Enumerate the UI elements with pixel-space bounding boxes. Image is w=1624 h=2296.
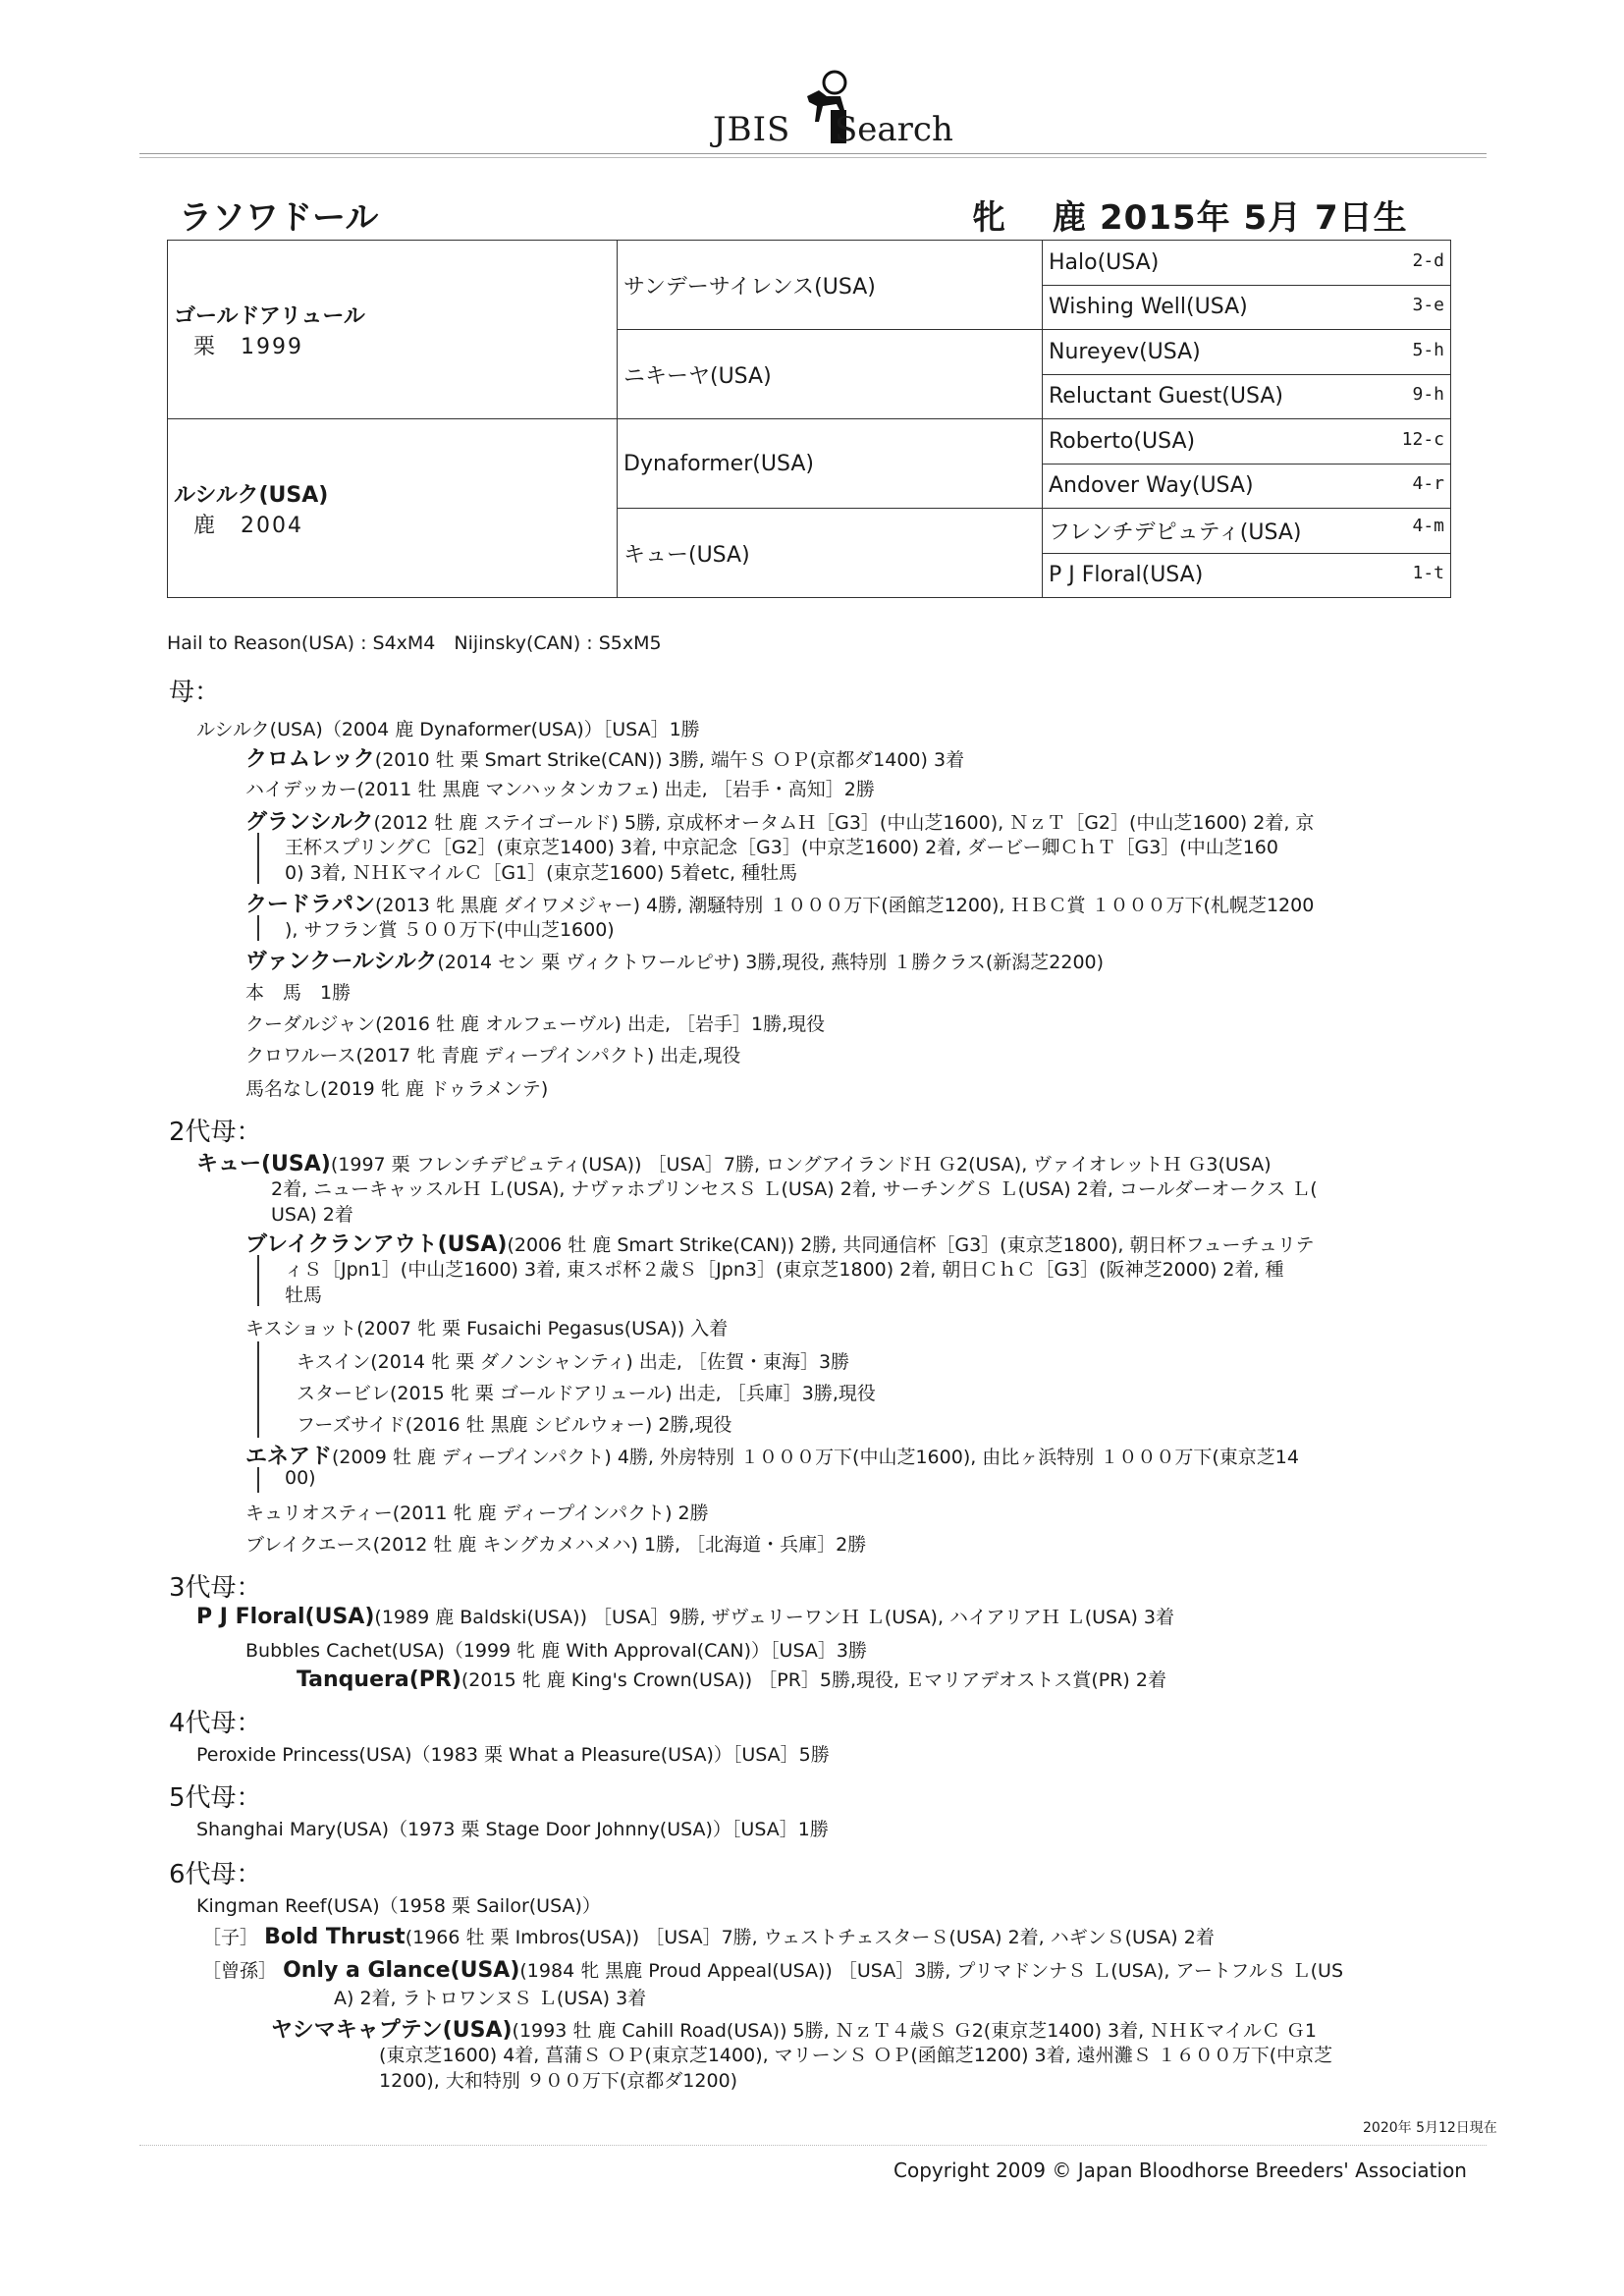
section-heading: 6代母： — [169, 1860, 262, 1889]
sire-info: 栗 1999 — [193, 334, 303, 359]
pedigree-gen3-cell — [1043, 464, 1451, 509]
gen3-name: Roberto(USA) — [1049, 428, 1196, 454]
progeny-line-continued: USA) 2着 — [271, 1204, 353, 1226]
progeny-detail: (2012 牡 鹿 ステイゴールド) 5勝, 京成杯オータムＨ［G3］(中山芝1600), ＮｚＴ［G2］(中山芝1600) 2着, 京 — [373, 812, 1315, 834]
progeny-line-continued: ィＳ［Jpn1］(中山芝1600) 3着, 東スポ杯２歳Ｓ［Jpn3］(東京芝1800) 2着, 朝日ＣｈＣ［G3］(阪神芝2000) 2着, 種 — [285, 1259, 1284, 1281]
gen3-name: Halo(USA) — [1049, 249, 1160, 275]
progeny-detail: (2010 牡 栗 Smart Strike(CAN)) 3勝, 端午Ｓ ＯＰ(京都ダ1400) 3着 — [374, 749, 965, 771]
pedigree-gen3-cell — [1043, 509, 1451, 554]
pedigree-gen2-cell: キュー(USA) — [618, 509, 1043, 598]
progeny-line: キュリオスティー(2011 牝 鹿 ディープインパクト) 2勝 — [245, 1503, 709, 1524]
gen3-family: 1-t — [1412, 563, 1444, 584]
inbreeding-note: Hail to Reason(USA) : S4xM4 Nijinsky(CAN) : S5xM5 — [167, 632, 662, 654]
indent-bar — [257, 915, 259, 941]
progeny-line: フーズサイド(2016 牡 黒鹿 シビルウォー) 2勝,現役 — [297, 1414, 732, 1436]
gen3-name: フレンチデピュティ(USA) — [1049, 519, 1302, 545]
third-dam-line — [196, 1603, 1174, 1629]
pedigree-gen2-cell: Dynaformer(USA) — [618, 419, 1043, 509]
section-heading: 2代母： — [169, 1118, 262, 1147]
progeny-detail: (2009 牡 鹿 ディープインパクト) 4勝, 外房特別 １０００万下(中山芝1600), 由比ヶ浜特別 １０００万下(東京芝14 — [332, 1447, 1299, 1468]
gen3-name: Wishing Well(USA) — [1049, 295, 1248, 320]
dam-name: ルシルク(USA) — [174, 482, 329, 508]
progeny-line — [245, 742, 964, 773]
jbis-search-logo — [707, 67, 962, 151]
progeny-line-continued: ), サフラン賞 ５００万下(中山芝1600) — [285, 919, 615, 941]
horse-name: ラソワドール — [179, 198, 379, 238]
sixth-dam-line: Kingman Reef(USA)（1958 栗 Sailor(USA)） — [196, 1895, 601, 1917]
pedigree-gen3-cell — [1043, 241, 1451, 286]
copyright-text: Copyright 2009 © Japan Bloodhorse Breeders' Association — [893, 2159, 1467, 2182]
progeny-line: 本 馬 1勝 — [245, 982, 352, 1004]
progeny-detail: (2015 牝 鹿 King's Crown(USA)) ［PR］5勝,現役, Ｅマリアデオストス賞(PR) 2着 — [460, 1669, 1166, 1691]
progeny-line-continued: 0) 3着, ＮＨＫマイルＣ［G1］(東京芝1600) 5着etc, 種牡馬 — [285, 862, 798, 884]
progeny-line: 馬名なし(2019 牝 鹿 ドゥラメンテ) — [245, 1078, 549, 1100]
pedigree-gen3-cell — [1043, 553, 1451, 598]
progeny-detail: (1966 牡 栗 Imbros(USA)) ［USA］7勝, ウェストチェスターＳ(USA) 2着, ハギンＳ(USA) 2着 — [405, 1927, 1215, 1948]
pedigree-gen3-cell — [1043, 330, 1451, 375]
second-dam-line — [196, 1147, 1272, 1177]
progeny-detail: (1997 栗 フレンチデピュティ(USA)) ［USA］7勝, ロングアイランドＨ Ｇ2(USA), ヴァイオレットＨ Ｇ3(USA) — [330, 1154, 1272, 1175]
progeny-name: P J Floral(USA) — [196, 1605, 375, 1629]
progeny-line: クーダルジャン(2016 牡 鹿 オルフェーヴル) 出走, ［岩手］1勝,現役 — [245, 1013, 826, 1035]
progeny-line: ハイデッカー(2011 牡 黒鹿 マンハッタンカフェ) 出走, ［岩手・高知］2勝 — [245, 779, 875, 800]
progeny-line-continued: 王杯スプリングＣ［G2］(東京芝1400) 3着, 中京記念［G3］(中京芝1600) 2着, ダービー卿ＣｈＴ［G3］(中山芝160 — [285, 837, 1278, 858]
progeny-line — [245, 1440, 1299, 1470]
indent-bar — [257, 1255, 259, 1306]
header-rule — [139, 153, 1487, 154]
progeny-line — [202, 1956, 1343, 1983]
progeny-name: ブレイクランアウト(USA) — [245, 1232, 508, 1257]
pedigree-sire-cell — [168, 241, 618, 419]
progeny-line-continued: (東京芝1600) 4着, 菖蒲Ｓ ＯＰ(東京芝1400), マリーンＳ ＯＰ(函館芝1200) 3着, 遠州灘Ｓ １６００万下(中京芝 — [379, 2045, 1333, 2066]
progeny-name: ヤシマキャプテン(USA) — [271, 2018, 513, 2043]
progeny-line — [245, 1228, 1315, 1258]
relation-tag: ［曾孫］ — [202, 1960, 278, 1982]
gen3-family: 4-r — [1412, 473, 1444, 495]
progeny-line: スタービレ(2015 牝 栗 ゴールドアリュール) 出走, ［兵庫］3勝,現役 — [297, 1383, 876, 1404]
progeny-name: Bold Thrust — [264, 1925, 406, 1949]
horse-sex-color: 牝 鹿 — [972, 198, 1104, 238]
progeny-name: Only a Glance(USA) — [283, 1958, 520, 1983]
indent-bar — [257, 1467, 259, 1493]
section-heading: 5代母： — [169, 1783, 262, 1813]
sire-name: ゴールドアリュール — [174, 303, 365, 329]
pedigree-gen2-cell: ニキーヤ(USA) — [618, 330, 1043, 419]
logo-search-text: Search — [835, 110, 953, 149]
progeny-line: ブレイクエース(2012 牡 鹿 キングカメハメハ) 1勝, ［北海道・兵庫］2勝 — [245, 1534, 867, 1556]
progeny-detail: (2013 牝 黒鹿 ダイワメジャー) 4勝, 潮騒特別 １０００万下(函館芝1200), ＨＢＣ賞 １０００万下(札幌芝1200 — [375, 895, 1315, 916]
progeny-name: グランシルク — [245, 810, 374, 835]
progeny-detail: (2014 セン 栗 ヴィクトワールピサ) 3勝,現役, 燕特別 １勝クラス(新潟芝2200) — [437, 952, 1105, 973]
progeny-line-continued: 牡馬 — [285, 1285, 323, 1306]
header-rule-secondary — [139, 157, 1487, 158]
gen3-name: Nureyev(USA) — [1049, 339, 1201, 364]
gen3-family: 5-h — [1412, 339, 1444, 360]
progeny-detail: (1989 鹿 Baldski(USA)) ［USA］9勝, ザヴェリーワンＨ Ｌ(USA), ハイアリアＨ Ｌ(USA) 3着 — [374, 1607, 1175, 1628]
progeny-name: Tanquera(PR) — [297, 1667, 461, 1692]
progeny-line-continued: A) 2着, ラトロワンヌＳ Ｌ(USA) 3着 — [334, 1988, 647, 2009]
footer-rule — [139, 2145, 1487, 2146]
pedigree-gen3-cell — [1043, 419, 1451, 465]
progeny-name: キュー(USA) — [196, 1152, 331, 1176]
gen3-name: Andover Way(USA) — [1049, 473, 1254, 499]
pedigree-gen3-cell — [1043, 285, 1451, 330]
pedigree-gen2-cell: サンデーサイレンス(USA) — [618, 241, 1043, 330]
indent-bar — [257, 833, 259, 884]
gen3-family: 2-d — [1412, 249, 1444, 271]
progeny-detail: (2006 牡 鹿 Smart Strike(CAN)) 2勝, 共同通信杯［G3］(東京芝1800), 朝日杯フューチュリテ — [507, 1234, 1315, 1256]
fifth-dam-line: Shanghai Mary(USA)（1973 栗 Stage Door Johnny(USA)）［USA］1勝 — [196, 1819, 829, 1840]
gen3-family: 4-m — [1412, 515, 1444, 536]
indent-bar — [257, 1341, 259, 1438]
progeny-line-continued: 2着, ニューキャッスルＨ Ｌ(USA), ナヴァホプリンセスＳ Ｌ(USA) 2着, サーチングＳ Ｌ(USA) 2着, コールダーオークス Ｌ( — [271, 1178, 1318, 1200]
progeny-name: ヴァンクールシルク — [245, 950, 438, 974]
progeny-line: キスイン(2014 牝 栗 ダノンシャンティ) 出走, ［佐賀・東海］3勝 — [297, 1351, 850, 1373]
dam-info: 鹿 2004 — [193, 513, 303, 538]
progeny-line: クロワルース(2017 牝 青鹿 ディープインパクト) 出走,現役 — [245, 1045, 741, 1066]
dam-line: ルシルク(USA)（2004 鹿 Dynaformer(USA)）［USA］1勝 — [196, 719, 700, 740]
logo-jbis-text: JBIS — [713, 110, 791, 149]
progeny-detail: (1984 牝 黒鹿 Proud Appeal(USA)) ［USA］3勝, プリマドンナＳ Ｌ(USA), アートフルＳ Ｌ(US — [519, 1960, 1344, 1982]
gen3-family: 3-e — [1412, 295, 1444, 316]
relation-tag: ［子］ — [202, 1927, 259, 1948]
progeny-line — [202, 1923, 1215, 1949]
progeny-name: クロムレック — [245, 747, 375, 772]
progeny-line-continued: 00) — [285, 1467, 316, 1489]
gen3-name: Reluctant Guest(USA) — [1049, 384, 1283, 410]
section-heading: 母： — [169, 678, 221, 707]
progeny-line — [245, 805, 1314, 836]
pedigree-gen3-cell — [1043, 374, 1451, 419]
section-heading: 4代母： — [169, 1709, 262, 1738]
gen3-name: P J Floral(USA) — [1049, 563, 1204, 588]
progeny-line: キスショット(2007 牝 栗 Fusaichi Pegasus(USA)) 入着 — [245, 1318, 729, 1339]
section-heading: 3代母： — [169, 1573, 262, 1603]
progeny-line: Bubbles Cachet(USA)（1999 牝 鹿 With Approval(CAN)）［USA］3勝 — [245, 1640, 867, 1662]
progeny-detail: (1993 牡 鹿 Cahill Road(USA)) 5勝, ＮｚＴ４歳Ｓ Ｇ2(東京芝1400) 3着, ＮＨＫマイルＣ Ｇ1 — [512, 2020, 1317, 2042]
progeny-line — [271, 2013, 1317, 2044]
horse-birth-date: 2015年 5月 7日生 — [1100, 198, 1408, 238]
pedigree-dam-cell — [168, 419, 618, 598]
pedigree-table — [167, 240, 1451, 598]
gen3-family: 9-h — [1412, 384, 1444, 406]
gen3-family: 12-c — [1401, 428, 1444, 450]
as-of-date: 2020年 5月12日現在 — [1363, 2120, 1497, 2136]
progeny-line-continued: 1200), 大和特別 ９００万下(京都ダ1200) — [379, 2070, 738, 2092]
progeny-line — [245, 945, 1104, 975]
progeny-line — [245, 888, 1314, 918]
progeny-line — [297, 1666, 1166, 1692]
progeny-name: クードラパン — [245, 893, 376, 917]
fourth-dam-line: Peroxide Princess(USA)（1983 栗 What a Pleasure(USA)）［USA］5勝 — [196, 1744, 830, 1766]
progeny-name: エネアド — [245, 1445, 333, 1469]
